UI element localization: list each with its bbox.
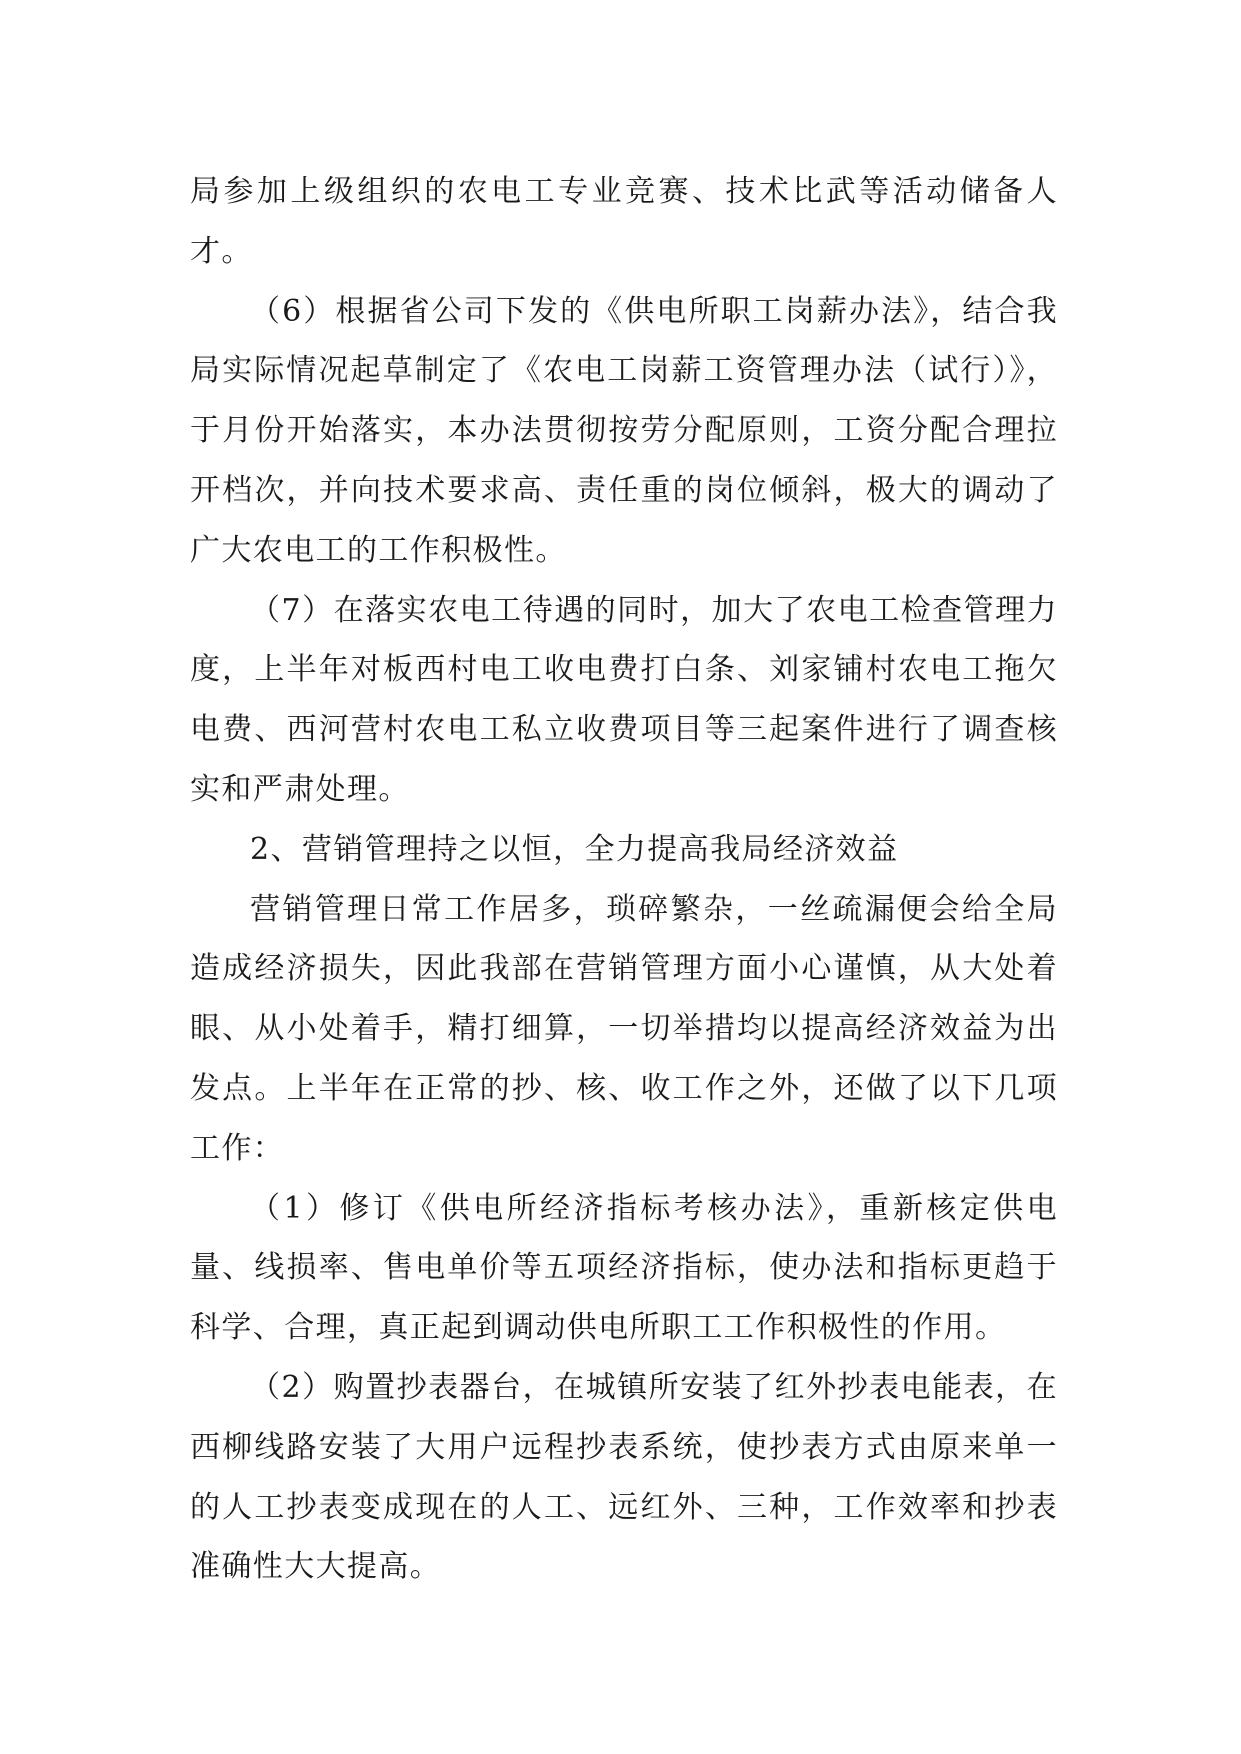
paragraph-item-7: （7）在落实农电工待遇的同时，加大了农电工检查管理力度，上半年对板西村电工收电费打白条、刘家铺村农电工拖欠电费、西河营村农电工私立收费项目等三起案件进行了调查核实和严肃处理。 [190, 592, 1058, 807]
paragraph-item-2: （2）购置抄表器台，在城镇所安装了红外抄表电能表，在西柳线路安装了大用户远程抄表系统，使抄表方式由原来单一的人工抄表变成现在的人工、远红外、三种，工作效率和抄表准确性大大提高。 [190, 1369, 1058, 1585]
document-body [190, 162, 1058, 1597]
paragraph-continuation: 局参加上级组织的农电工专业竞赛、技术比武等活动储备人才。 [190, 174, 1058, 269]
section-heading-2: 2、营销管理持之以恒，全力提高我局经济效益 [250, 831, 899, 867]
paragraph-item-1: （1）修订《供电所经济指标考核办法》，重新核定供电量、线损率、售电单价等五项经济指标，使办法和指标更趋于科学、合理，真正起到调动供电所职工工作积极性的作用。 [190, 1190, 1058, 1346]
paragraph-marketing-intro: 营销管理日常工作居多，琐碎繁杂，一丝疏漏便会给全局造成经济损失，因此我部在营销管理方面小心谨慎，从大处着眼、从小处着手，精打细算，一切举措均以提高经济效益为出发点。上半年在正常的抄、核、收工作之外，还做了以下几项工作： [190, 891, 1058, 1166]
paragraph-item-6: （6）根据省公司下发的《供电所职工岗薪办法》，结合我局实际情况起草制定了《农电工岗薪工资管理办法（试行）》，于月份开始落实，本办法贯彻按劳分配原则，工资分配合理拉开档次，并向技术要求高、责任重的岗位倾斜，极大的调动了广大农电工的工作积极性。 [190, 293, 1058, 568]
